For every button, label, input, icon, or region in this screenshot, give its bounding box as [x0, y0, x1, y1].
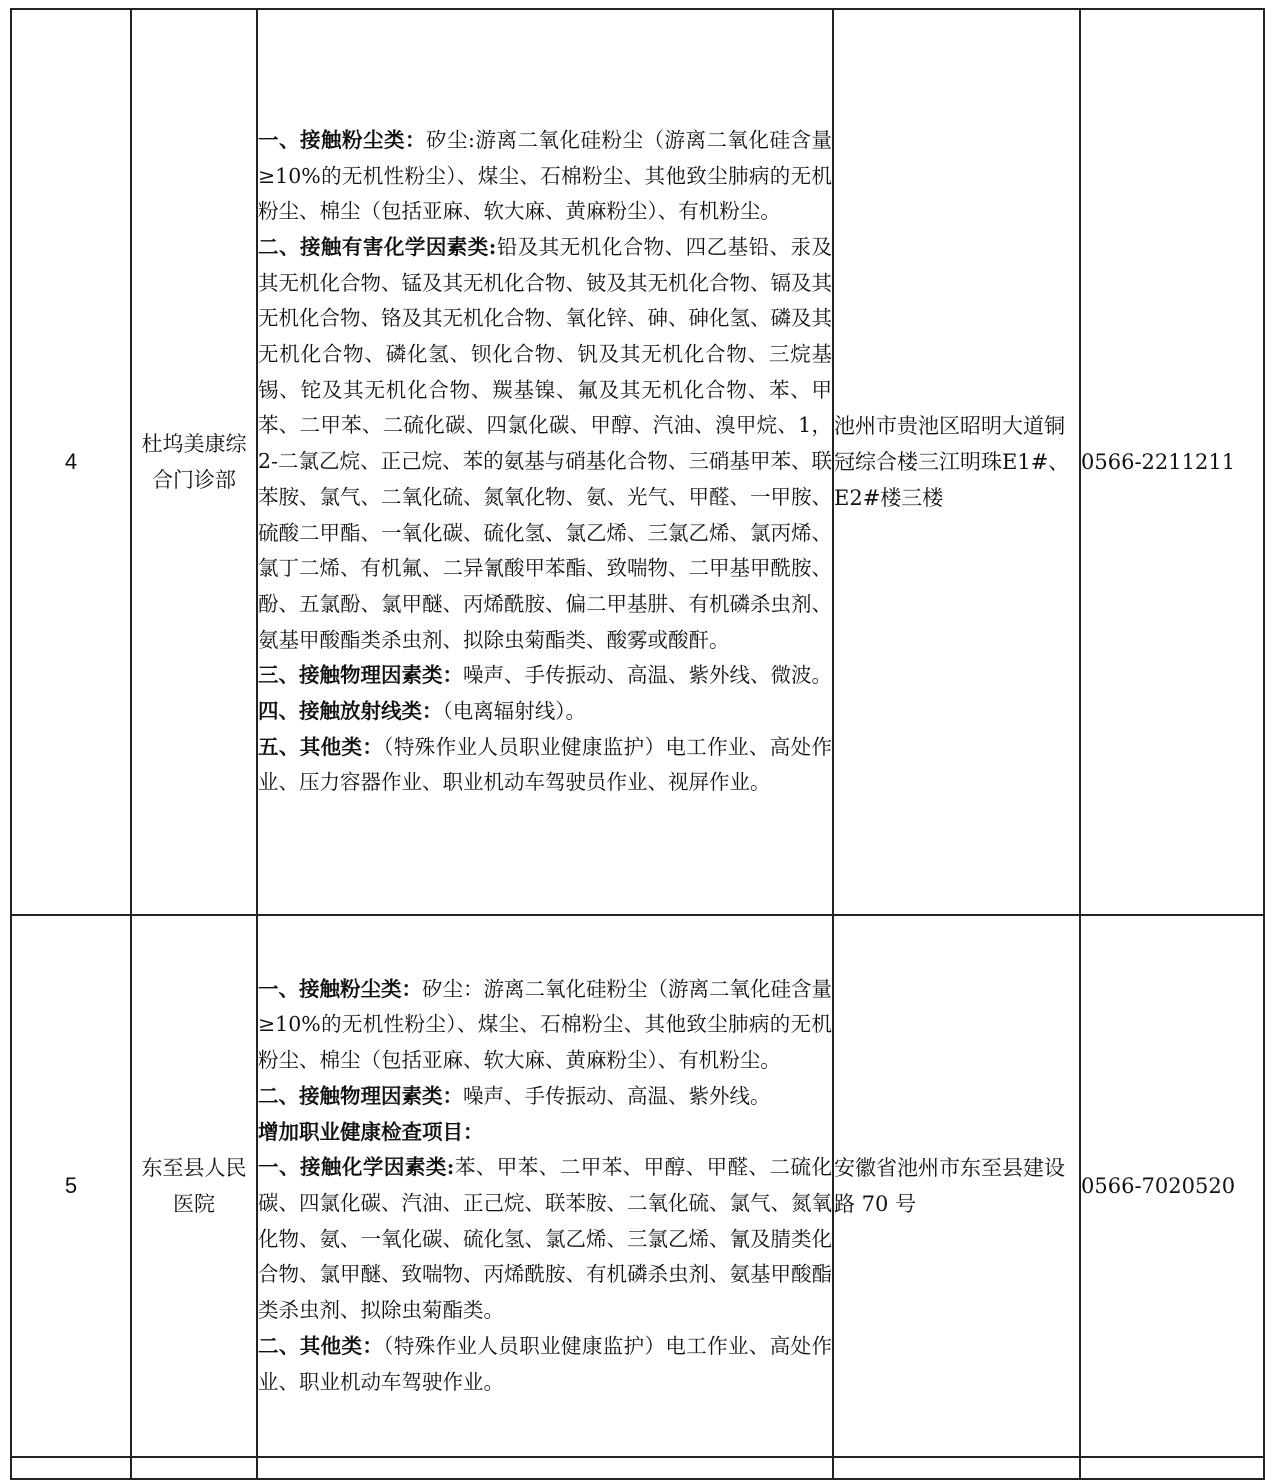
institution-name: [131, 1457, 257, 1479]
institution-address: 安徽省池州市东至县建设路 70 号: [833, 915, 1080, 1457]
exam-item-text: 苯、甲苯、二甲苯、甲醇、甲醛、二硫化碳、四氯化碳、汽油、正己烷、联苯胺、二氧化硫、氯气、氮氧化物、氨、一氧化碳、硫化氢、氯乙烯、三氯乙烯、氰及腈类化合物、氯甲醚、致喘物、丙烯酰胺、有机磷杀虫剂、氨基甲酸酯类杀虫剂、拟除虫菊酯类。: [258, 1155, 832, 1323]
table-row: [11, 915, 1264, 1457]
exam-item-text: 噪声、手传振动、高温、紫外线。: [463, 1083, 771, 1108]
exam-item-text: （特殊作业人员职业健康监护）电工作业、高处作业、压力容器作业、职业机动车驾驶员作业、视屏作业。: [258, 734, 833, 795]
exam-item: [258, 123, 832, 230]
exam-item-text: （特殊作业人员职业健康监护）电工作业、高处作业、职业机动车驾驶作业。: [258, 1333, 833, 1394]
exam-item: [258, 1150, 832, 1329]
exam-item: [258, 694, 832, 730]
exam-item: [258, 1115, 832, 1151]
exam-item-heading: 二、接触物理因素类：: [258, 1083, 463, 1108]
exam-items: [257, 1457, 833, 1479]
exam-item-heading: 一、接触粉尘类：: [258, 127, 427, 152]
exam-items: [257, 915, 833, 1457]
exam-item-text: 矽尘:游离二氧化硅粉尘（游离二氧化硅含量≥10%的无机性粉尘）、煤尘、石棉粉尘、其他致尘肺病的无机粉尘、棉尘（包括亚麻、软大麻、黄麻粉尘）、有机粉尘。: [258, 127, 833, 224]
institution-phone: [1080, 1457, 1264, 1479]
exam-item-heading: 二、接触有害化学因素类:: [258, 234, 497, 259]
institution-name: 杜坞美康综合门诊部: [131, 9, 257, 915]
exam-item-heading: 二、其他类：: [258, 1333, 384, 1358]
institution-phone: 0566-7020520: [1080, 915, 1264, 1457]
exam-item: [258, 658, 832, 694]
table-row: [11, 1457, 1264, 1479]
row-number: 5: [11, 915, 131, 1457]
institution-phone: 0566-2211211: [1080, 9, 1264, 915]
exam-item-heading: 增加职业健康检查项目：: [258, 1119, 484, 1144]
exam-item: [258, 1079, 832, 1115]
exam-item-text: 噪声、手传振动、高温、紫外线、微波。: [463, 663, 832, 688]
exam-item-heading: 一、接触粉尘类：: [258, 976, 422, 1001]
exam-item: [258, 730, 832, 801]
exam-item-heading: 四、接触放射线类：: [258, 699, 443, 724]
institution-name: 东至县人民医院: [131, 915, 257, 1457]
exam-item-text: 矽尘：游离二氧化硅粉尘（游离二氧化硅含量≥10%的无机性粉尘）、煤尘、石棉粉尘、其他致尘肺病的无机粉尘、棉尘（包括亚麻、软大麻、黄麻粉尘）、有机粉尘。: [258, 976, 832, 1073]
institution-table: [10, 8, 1265, 1480]
exam-item-text: （电离辐射线）。: [442, 699, 586, 724]
exam-item-heading: 一、接触化学因素类:: [258, 1155, 455, 1180]
institution-address: 池州市贵池区昭明大道铜冠综合楼三江明珠E1#、E2#楼三楼: [833, 9, 1080, 915]
exam-item-heading: 五、其他类：: [258, 734, 384, 759]
exam-item-text: 铅及其无机化合物、四乙基铅、汞及其无机化合物、锰及其无机化合物、铍及其无机化合物、镉及其无机化合物、铬及其无机化合物、氧化锌、砷、砷化氢、磷及其无机化合物、磷化氢、钡化合物、钒及其无机化合物、三烷基锡、铊及其无机化合物、羰基镍、氟及其无机化合物、苯、甲苯、二甲苯、二硫化碳、四氯化碳、甲醇、汽油、溴甲烷、1，2-二氯乙烷、正己烷、苯的氨基与硝基化合物、三硝基甲苯、联苯胺、氯气、二氧化硫、氮氧化物、氨、光气、甲醛、一甲胺、硫酸二甲酯、一氧化碳、硫化氢、氯乙烯、三氯乙烯、氯丙烯、氯丁二烯、有机氟、二异氰酸甲苯酯、致喘物、二甲基甲酰胺、酚、五氯酚、氯甲醚、丙烯酰胺、偏二甲基肼、有机磷杀虫剂、氨基甲酸酯类杀虫剂、拟除虫菊酯类、酸雾或酸酐。: [258, 234, 833, 652]
exam-item: [258, 1329, 832, 1400]
row-number: [11, 1457, 131, 1479]
exam-item: [258, 972, 832, 1079]
exam-item: [258, 230, 832, 658]
table-row: [11, 9, 1264, 915]
row-number: 4: [11, 9, 131, 915]
institution-address: [833, 1457, 1080, 1479]
exam-items: [257, 9, 833, 915]
exam-item-heading: 三、接触物理因素类：: [258, 663, 463, 688]
